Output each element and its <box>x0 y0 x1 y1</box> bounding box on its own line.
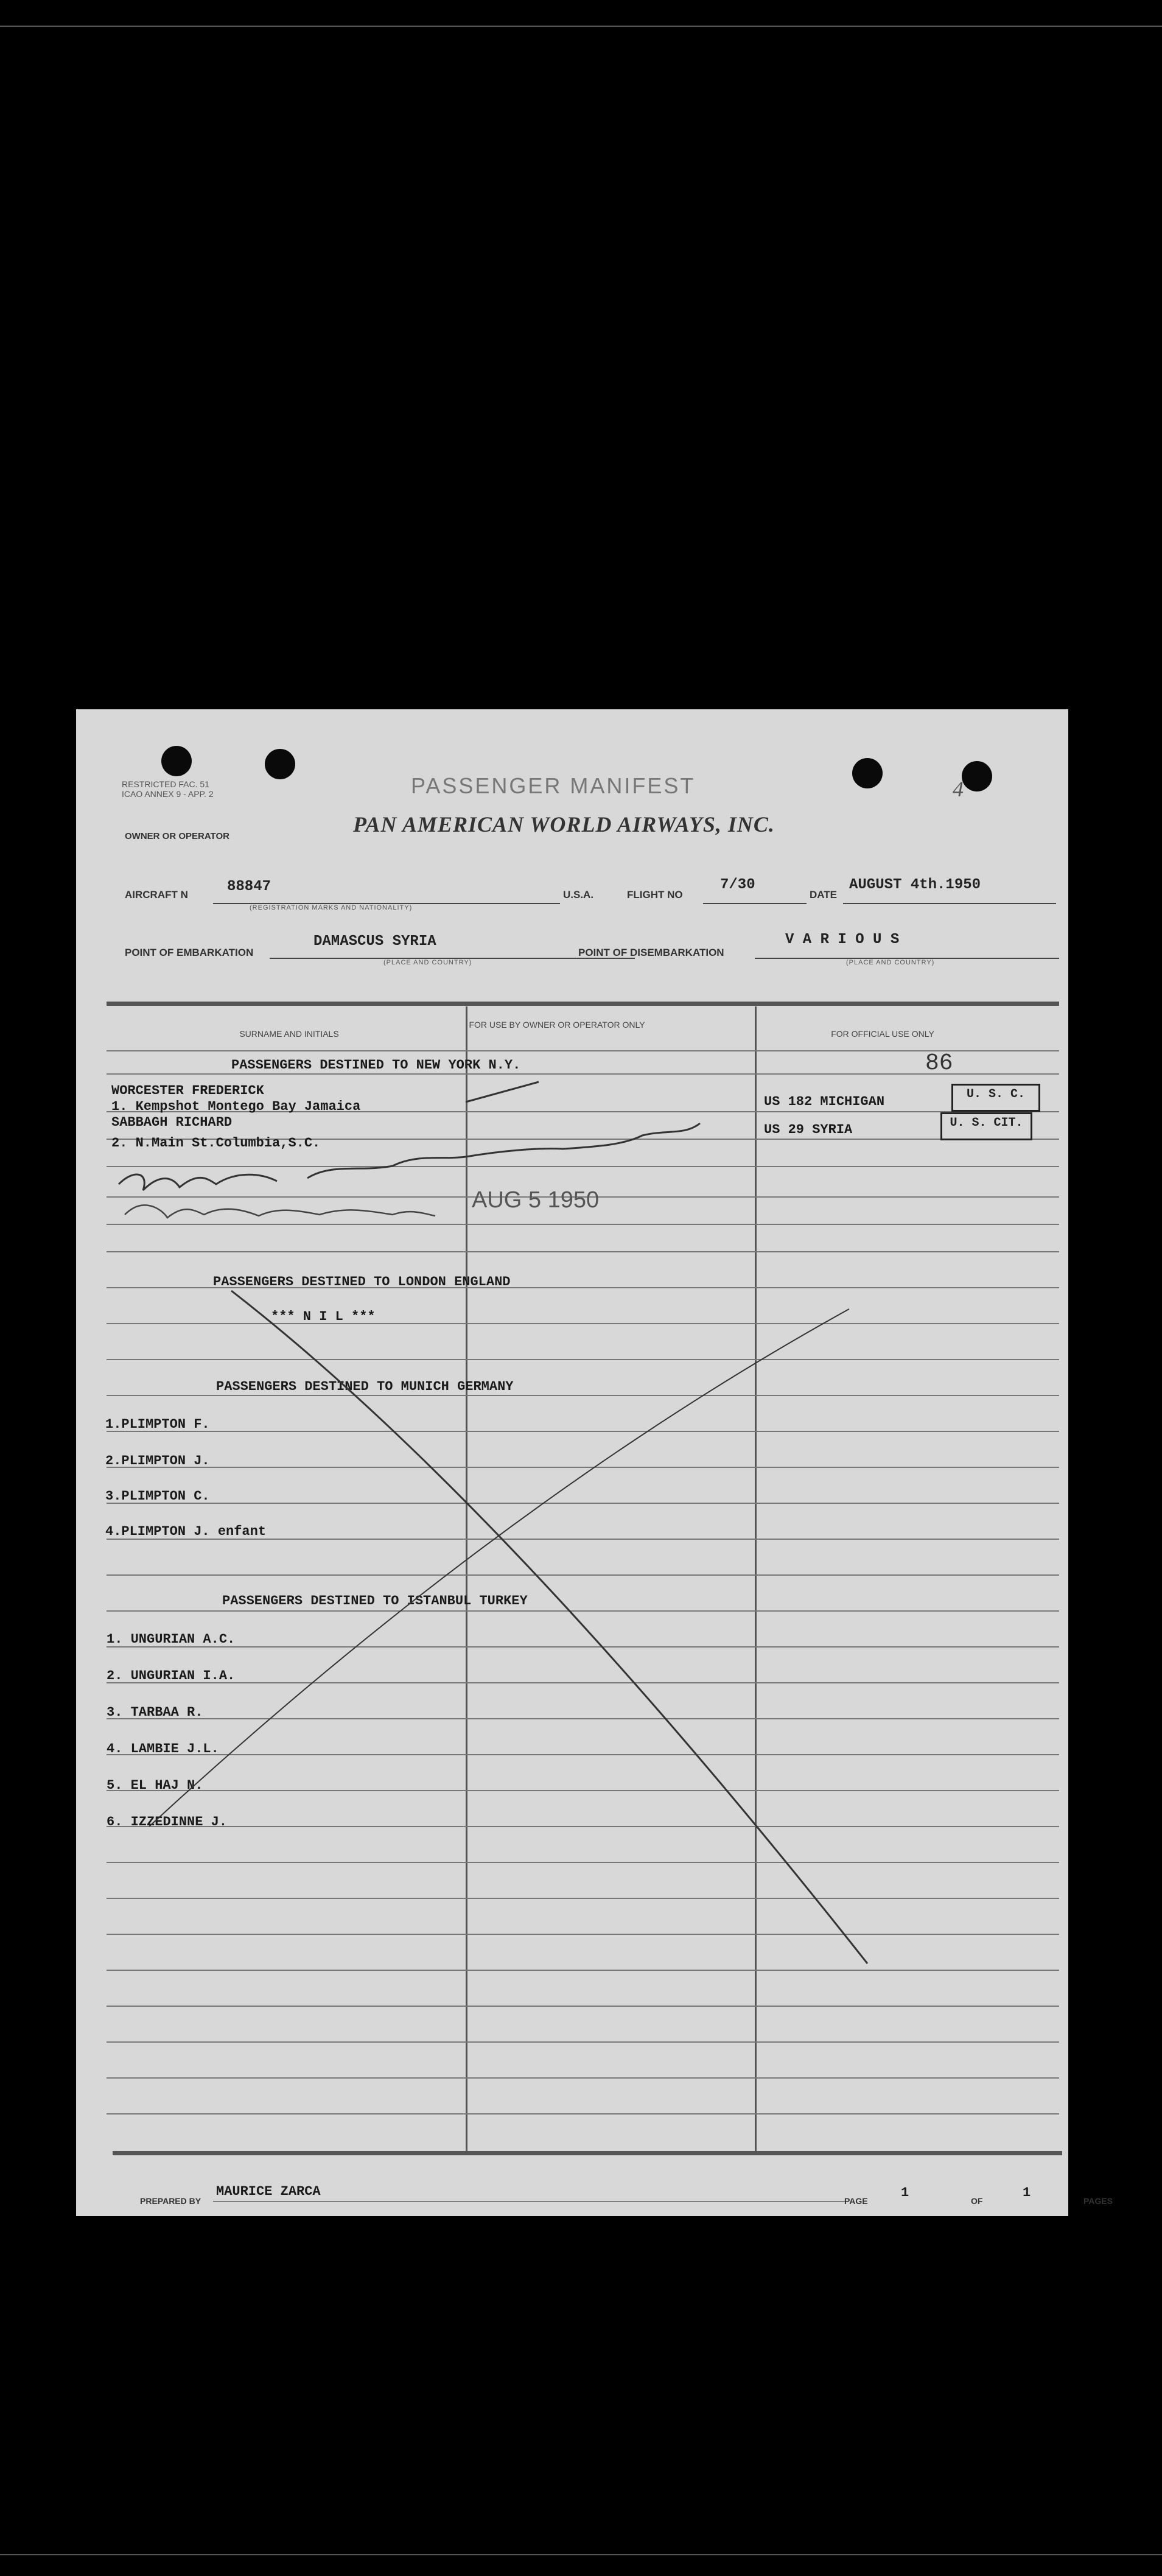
film-bottom-line <box>0 2554 1162 2555</box>
official-box: U. S. C. <box>951 1084 1040 1112</box>
film-top-line <box>0 26 1162 27</box>
prepared-underline <box>213 2201 846 2202</box>
list-item: 2. UNGURIAN I.A. <box>107 1668 236 1683</box>
of-label: OF <box>971 2196 983 2206</box>
aircraft-sub: (REGISTRATION MARKS AND NATIONALITY) <box>250 904 413 911</box>
prepared-value: MAURICE ZARCA <box>216 2184 321 2199</box>
of-value: 1 <box>1023 2185 1031 2200</box>
column-owner-use: FOR USE BY OWNER OR OPERATOR ONLY <box>469 1020 645 1030</box>
owner-label: OWNER OR OPERATOR <box>125 831 229 841</box>
page-label: PAGE <box>844 2196 868 2206</box>
passenger-line: 1. Kempshot Montego Bay Jamaica <box>111 1099 361 1114</box>
list-item: 4.PLIMPTON J. enfant <box>105 1524 267 1539</box>
official-box: U. S. CIT. <box>940 1112 1032 1140</box>
country-label: U.S.A. <box>563 889 594 900</box>
passenger-line: SABBAGH RICHARD <box>111 1115 233 1130</box>
airline-name: PAN AMERICAN WORLD AIRWAYS, INC. <box>353 812 775 837</box>
disembark-label: POINT OF DISEMBARKATION <box>578 947 724 958</box>
form-reference-line: RESTRICTED FAC. 51 <box>122 779 209 789</box>
flight-label: FLIGHT NO <box>627 889 683 900</box>
page-value: 1 <box>901 2185 909 2200</box>
list-item: 3. TARBAA R. <box>107 1705 203 1720</box>
date-value: AUGUST 4th.1950 <box>849 877 981 893</box>
margin-mark: 4 <box>953 777 964 801</box>
form-reference-line: ICAO ANNEX 9 - APP. 2 <box>122 789 214 799</box>
list-item: 6. IZZEDINNE J. <box>107 1814 228 1830</box>
column-surname: SURNAME AND INITIALS <box>239 1029 339 1039</box>
list-item: 1. UNGURIAN A.C. <box>107 1632 236 1647</box>
disembark-sub: (PLACE AND COUNTRY) <box>846 959 935 966</box>
flight-value: 7/30 <box>720 877 755 893</box>
prepared-label: PREPARED BY <box>140 2196 201 2206</box>
embark-sub: (PLACE AND COUNTRY) <box>383 959 472 966</box>
disembark-value: V A R I O U S <box>785 932 900 948</box>
embark-label: POINT OF EMBARKATION <box>125 947 254 958</box>
signature-icon <box>119 1123 700 1190</box>
official-number: 86 <box>925 1050 953 1076</box>
passenger-line: 2. N.Main St.Columbia,S.C. <box>111 1135 321 1151</box>
aircraft-label: AIRCRAFT N <box>125 889 188 900</box>
section-munich: PASSENGERS DESTINED TO MUNICH GERMANY <box>216 1379 514 1394</box>
table-bottom-rule <box>113 2151 1062 2155</box>
page-title: PASSENGER MANIFEST <box>411 773 696 798</box>
column-official-use: FOR OFFICIAL USE ONLY <box>831 1029 934 1039</box>
list-item: 5. EL HAJ N. <box>107 1778 203 1793</box>
section-istanbul: PASSENGERS DESTINED TO ISTANBUL TURKEY <box>222 1593 528 1609</box>
aircraft-value: 88847 <box>227 879 271 895</box>
section-london: PASSENGERS DESTINED TO LONDON ENGLAND <box>213 1274 511 1290</box>
embark-value: DAMASCUS SYRIA <box>313 933 436 950</box>
passenger-line: WORCESTER FREDERICK <box>111 1083 264 1098</box>
list-item: 4. LAMBIE J.L. <box>107 1741 219 1757</box>
list-item: 3.PLIMPTON C. <box>105 1489 210 1504</box>
initials-icon <box>125 1205 435 1218</box>
sheet-cross-line <box>149 1309 849 1827</box>
sheet-cross-line <box>231 1291 867 1964</box>
manifest-sheet <box>76 709 1113 2216</box>
date-label: DATE <box>810 889 838 900</box>
section-new-york: PASSENGERS DESTINED TO NEW YORK N.Y. <box>231 1058 521 1073</box>
date-stamp: AUG 5 1950 <box>472 1187 600 1213</box>
nil-marker: *** N I L *** <box>271 1309 376 1324</box>
list-item: 1.PLIMPTON F. <box>105 1417 210 1432</box>
annotation-overlay <box>76 709 1068 2216</box>
official-row: US 182 MICHIGAN <box>764 1094 885 1109</box>
list-item: 2.PLIMPTON J. <box>105 1453 210 1469</box>
official-checkmark-icon <box>466 1082 539 1102</box>
pages-label: PAGES <box>1083 2196 1113 2206</box>
official-row: US 29 SYRIA <box>764 1122 853 1137</box>
